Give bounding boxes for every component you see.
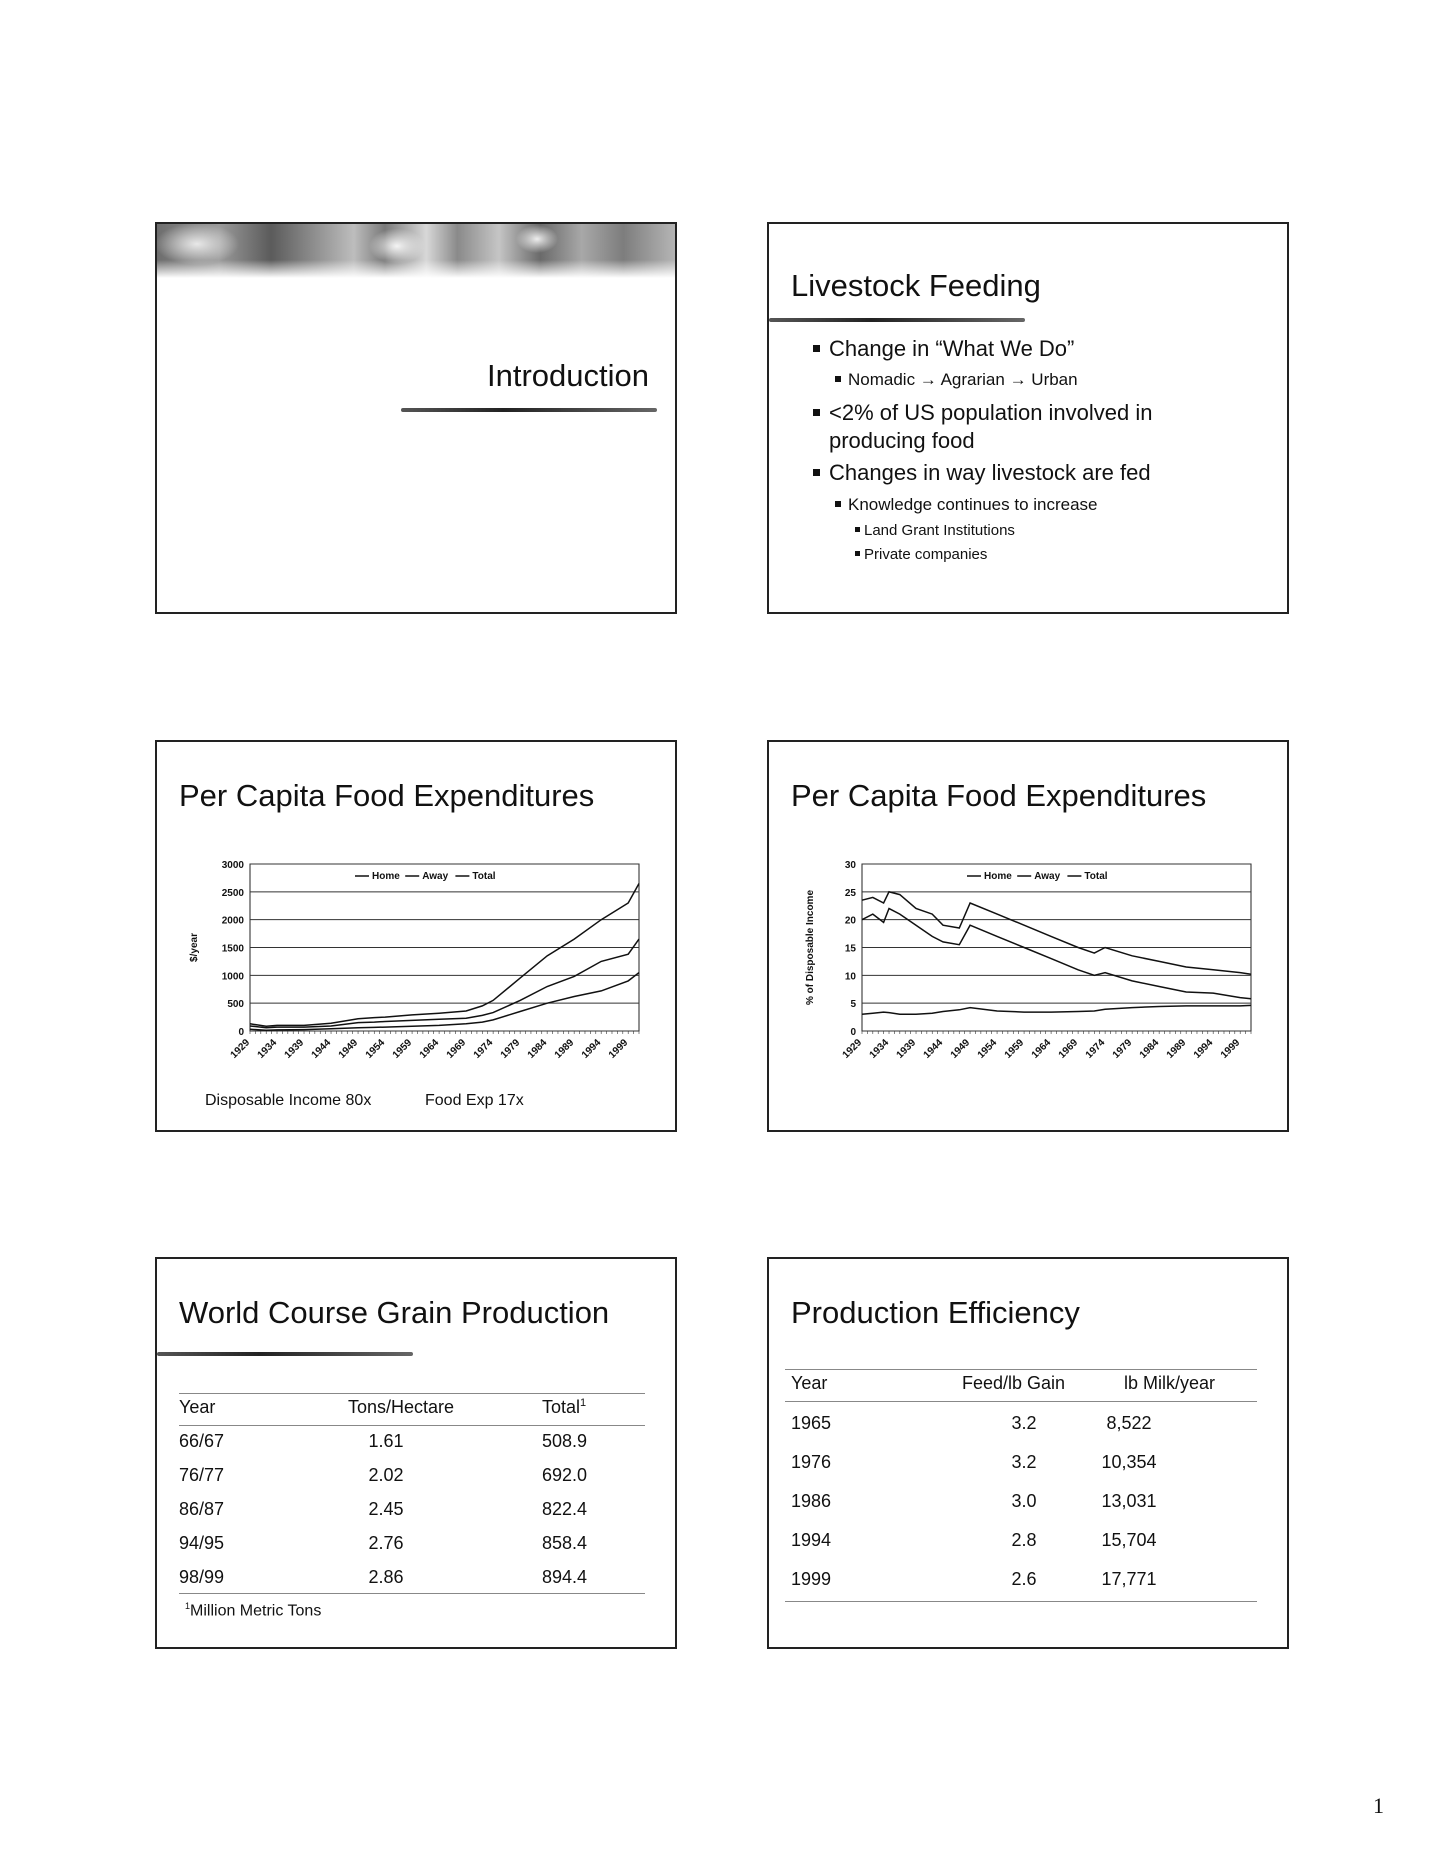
y-axis-label: $/year [189,933,200,962]
table-cell: 94/95 [179,1533,225,1553]
table-cell: 86/87 [179,1499,225,1519]
bullet-text: Private companies [864,546,988,563]
x-tick-label: 1929 [228,1037,253,1061]
x-tick-label: 1999 [1218,1037,1243,1061]
y-tick-label: 2500 [221,887,244,899]
y-tick-label: 500 [227,999,244,1011]
table-cell: 2.8 [1011,1530,1037,1550]
y-tick-label: 2000 [221,915,244,927]
x-tick-label: 1939 [894,1037,919,1061]
y-tick-label: 5 [850,999,856,1011]
series-line-home [862,909,1251,999]
legend-label: Home [984,871,1012,882]
table-cell: 822.4 [542,1499,588,1519]
header-text: Total [542,1397,581,1417]
y-tick-label: 15 [844,943,856,955]
bullet-text: Land Grant Institutions [864,522,1015,539]
x-tick-label: 1964 [1029,1037,1054,1061]
table-cell: 2.86 [368,1567,404,1587]
x-tick-label: 1944 [309,1037,334,1061]
bullet-square-icon [855,527,860,532]
y-tick-label: 25 [844,887,856,899]
table-bottom-rule [785,1601,1257,1602]
x-tick-label: 1994 [579,1037,604,1061]
table-cell: 3.2 [1011,1452,1037,1472]
table-header-rule [785,1401,1257,1402]
table-top-rule [179,1393,645,1394]
slide-title: Per Capita Food Expenditures [179,778,595,813]
bullet-text: Changes in way livestock are fed [829,460,1151,485]
table-cell: 1994 [791,1530,832,1550]
series-line-away [862,1005,1251,1014]
slide-title: Introduction [487,358,649,393]
table-cell: 1999 [791,1569,832,1589]
table-cell: 2.6 [1011,1569,1037,1589]
bullet-change [813,336,1074,362]
y-tick-label: 1000 [221,971,244,983]
table-cell: 98/99 [179,1567,225,1587]
bullet-text: <2% of US population involved in [829,400,1153,425]
footnote-marker: 1 [185,1601,191,1611]
slide-food-expenditures-percent [767,740,1289,1132]
x-tick-label: 1969 [1056,1037,1081,1061]
table-cell: 3.2 [1011,1413,1037,1433]
x-tick-label: 1949 [336,1037,361,1061]
table-cell: 2.02 [368,1465,404,1485]
legend-label: Away [422,871,449,882]
x-tick-label: 1934 [255,1037,280,1061]
x-tick-label: 1939 [282,1037,307,1061]
slide-title: Per Capita Food Expenditures [791,778,1207,813]
legend-label: Home [372,871,400,882]
slide-introduction [155,222,677,614]
x-tick-label: 1989 [1164,1037,1189,1061]
footnote-text: Million Metric Tons [190,1602,322,1620]
table-cell: 2.76 [368,1533,404,1553]
x-tick-label: 1984 [525,1037,550,1061]
food-percent-line-chart [769,742,1287,1130]
footnote-disposable-income: Disposable Income 80x [205,1092,372,1109]
x-tick-label: 1964 [417,1037,442,1061]
y-axis-label: % of Disposable Income [805,889,816,1006]
legend-label: Total [1084,871,1108,882]
y-tick-label: 1500 [221,943,244,955]
table-cell: 66/67 [179,1431,225,1451]
column-header-total [542,1397,586,1418]
table-cell: 692.0 [542,1465,588,1485]
bullet-changes-fed [813,460,1151,486]
x-tick-label: 1974 [1083,1037,1108,1061]
table-cell: 10,354 [1101,1452,1157,1472]
x-tick-label: 1999 [606,1037,631,1061]
table-top-rule [785,1369,1257,1370]
bullet-square-icon [813,345,820,352]
column-header-year: Year [179,1397,216,1417]
table-cell: 858.4 [542,1533,588,1553]
x-tick-label: 1979 [1110,1037,1135,1061]
column-header-year: Year [791,1373,828,1393]
table-cell: 1976 [791,1452,832,1472]
slide-title: World Course Grain Production [179,1295,610,1330]
bullet-square-icon [835,501,841,507]
table-header-rule [179,1425,645,1426]
y-tick-label: 30 [844,860,856,871]
bullet-text: producing food [829,428,975,453]
table-cell: 1.61 [368,1431,404,1451]
bullet-text: Nomadic → Agrarian → Urban [848,370,1078,389]
y-tick-label: 10 [844,971,856,983]
slide-world-grain-production [155,1257,677,1649]
title-underline [769,318,1025,322]
x-tick-label: 1944 [921,1037,946,1061]
sub-sub-bullet-land-grant [855,522,1015,539]
sub-sub-bullet-private [855,546,987,563]
sub-bullet-nomadic [835,370,1078,390]
y-tick-label: 20 [844,915,856,927]
efficiency-table [769,1259,1287,1647]
x-tick-label: 1994 [1191,1037,1216,1061]
bullet-population-cont [813,428,975,454]
series-line-home [250,939,639,1028]
title-underline [401,408,657,412]
table-cell: 2.45 [368,1499,404,1519]
y-tick-label: 0 [850,1027,856,1038]
x-tick-label: 1989 [552,1037,577,1061]
grain-table [157,1259,675,1647]
bullet-square-icon [813,409,820,416]
legend-label: Away [1034,871,1061,882]
bullet-square-icon [855,551,860,556]
table-cell: 894.4 [542,1567,588,1587]
footnote-marker: 1 [580,1397,587,1409]
slide-production-efficiency [767,1257,1289,1649]
table-cell: 1986 [791,1491,832,1511]
slide-title: Livestock Feeding [791,268,1041,303]
series-line-total [862,892,1251,974]
x-tick-label: 1954 [975,1037,1000,1061]
bullet-text: Change in “What We Do” [829,336,1075,361]
sub-bullet-knowledge [835,495,1098,515]
legend-label: Total [472,871,496,882]
table-cell: 508.9 [542,1431,588,1451]
slide-title: Production Efficiency [791,1295,1080,1330]
table-bottom-rule [179,1593,645,1594]
slide-livestock-feeding [767,222,1289,614]
column-header-feed-lb-gain: Feed/lb Gain [962,1373,1066,1393]
footnote-food-exp: Food Exp 17x [425,1092,524,1109]
x-tick-label: 1979 [498,1037,523,1061]
table-cell: 8,522 [1106,1413,1152,1433]
x-tick-label: 1934 [867,1037,892,1061]
x-tick-label: 1969 [444,1037,469,1061]
x-tick-label: 1949 [948,1037,973,1061]
stone-banner-image [157,224,675,278]
x-tick-label: 1954 [363,1037,388,1061]
table-footnote [185,1601,321,1620]
bullet-text: Knowledge continues to increase [848,495,1098,514]
x-tick-label: 1984 [1137,1037,1162,1061]
series-line-away [250,973,639,1031]
x-tick-label: 1959 [1002,1037,1027,1061]
column-header-lb-milk-year: lb Milk/year [1124,1373,1216,1393]
food-dollars-line-chart [157,742,675,1130]
bullet-square-icon [813,469,820,476]
page-number: 1 [1373,1793,1384,1818]
table-cell: 3.0 [1011,1491,1037,1511]
y-tick-label: 0 [238,1027,244,1038]
table-cell: 13,031 [1101,1491,1157,1511]
bullet-square-icon [835,376,841,382]
y-tick-label: 3000 [221,860,244,871]
column-header-tons-hectare: Tons/Hectare [348,1397,455,1417]
x-tick-label: 1974 [471,1037,496,1061]
table-cell: 1965 [791,1413,832,1433]
table-cell: 17,771 [1101,1569,1157,1589]
table-cell: 15,704 [1101,1530,1157,1550]
slide-food-expenditures-dollars [155,740,677,1132]
x-tick-label: 1959 [390,1037,415,1061]
bullet-population [813,400,1153,426]
series-line-total [250,884,639,1027]
x-tick-label: 1929 [840,1037,865,1061]
table-cell: 76/77 [179,1465,225,1485]
